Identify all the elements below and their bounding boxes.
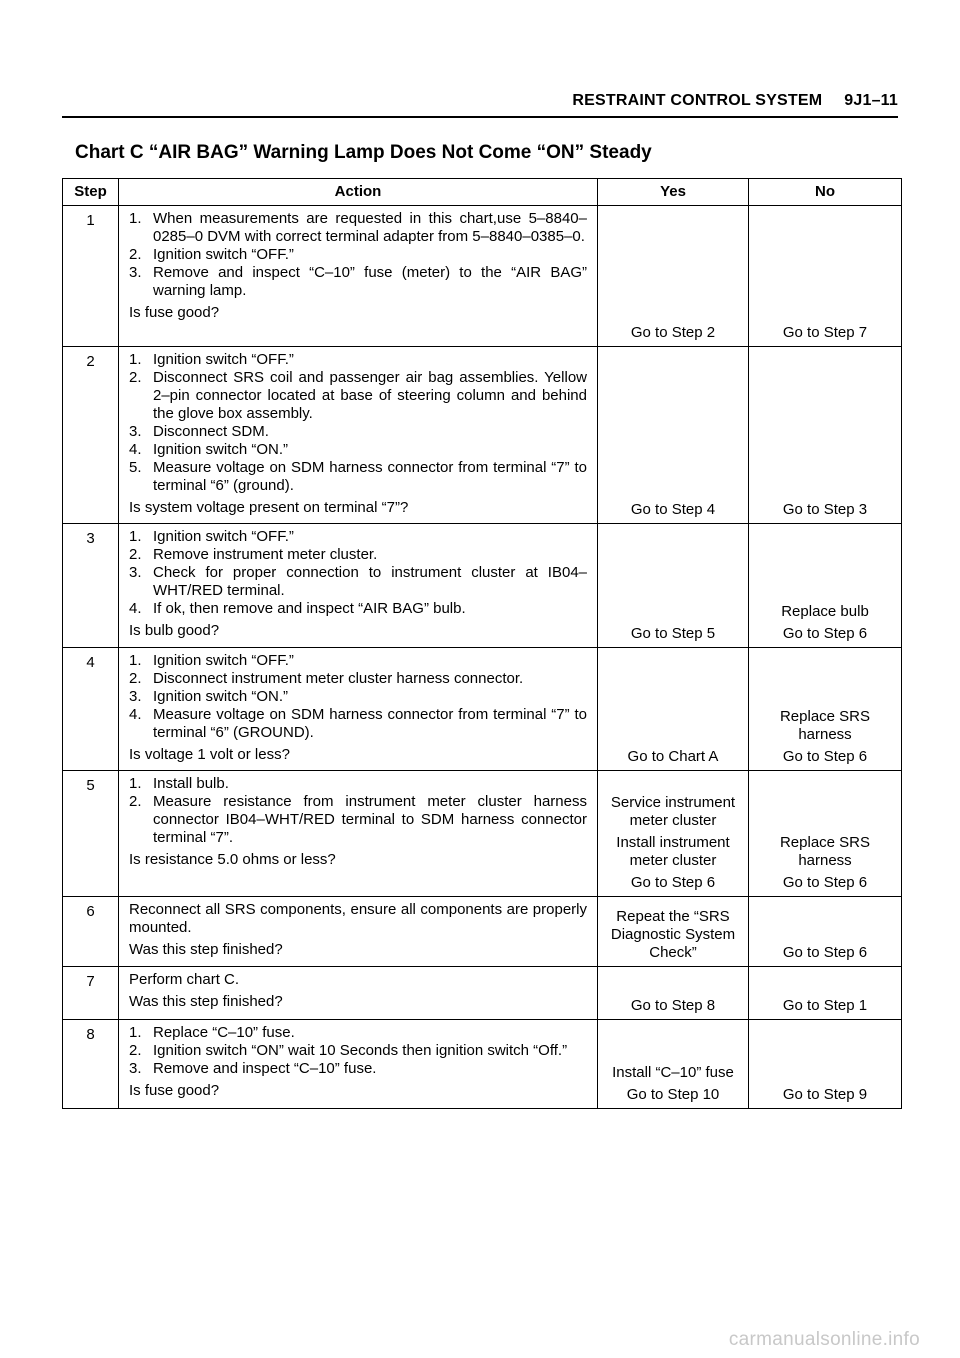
action-item-number: 2. — [129, 246, 142, 263]
action-item — [129, 369, 587, 423]
step-number: 1 — [63, 206, 119, 347]
no-cell — [749, 648, 902, 771]
no-outcome-text: Replace SRS harness — [779, 708, 871, 743]
yes-cell — [598, 897, 749, 967]
yes-outcome-text: Go to Step 2 — [630, 324, 716, 341]
action-item-text: Install bulb. — [153, 775, 229, 792]
yes-outcome-text: Go to Step 10 — [626, 1086, 720, 1103]
step-number: 3 — [63, 524, 119, 648]
table-row — [63, 1020, 902, 1109]
action-item-number: 5. — [129, 459, 142, 476]
table-row — [63, 648, 902, 771]
action-cell — [119, 347, 598, 524]
action-item-number: 2. — [129, 670, 142, 687]
action-item-number: 1. — [129, 210, 142, 227]
step-number: 8 — [63, 1020, 119, 1109]
action-item-text: Ignition switch “OFF.” — [153, 246, 294, 263]
col-header-yes: Yes — [598, 179, 749, 206]
action-item-text: Ignition switch “OFF.” — [153, 528, 294, 545]
action-item — [129, 1024, 587, 1042]
chart-title: Chart C “AIR BAG” Warning Lamp Does Not Come “ON” Steady — [75, 142, 652, 163]
action-item-text: If ok, then remove and inspect “AIR BAG” bulb. — [153, 600, 466, 617]
yes-outcome-text: Go to Step 8 — [630, 997, 716, 1014]
action-item-text: Check for proper connection to instrument cluster at IB04–WHT/RED terminal. — [153, 564, 587, 599]
yes-cell — [598, 347, 749, 524]
action-item-number: 1. — [129, 652, 142, 669]
action-item-number: 1. — [129, 775, 142, 792]
action-item-number: 3. — [129, 564, 142, 581]
watermark: carmanualsonline.info — [728, 1329, 920, 1350]
no-outcome-text: Go to Step 7 — [782, 324, 868, 341]
action-item-number: 3. — [129, 688, 142, 705]
action-item — [129, 210, 587, 246]
action-item-text: Ignition switch “ON.” — [153, 441, 289, 458]
action-list — [129, 528, 587, 618]
header-rule — [62, 116, 898, 118]
action-item — [129, 546, 587, 564]
no-outcome-text: Replace bulb — [781, 603, 869, 620]
action-cell — [119, 897, 598, 967]
action-list — [129, 775, 587, 847]
action-item-number: 2. — [129, 546, 142, 563]
action-item-number: 3. — [129, 1060, 142, 1077]
action-question: Is resistance 5.0 ohms or less? — [129, 851, 336, 868]
no-outcome-text: Go to Step 9 — [782, 1086, 868, 1103]
yes-cell — [598, 771, 749, 897]
no-outcome-text: Replace SRS harness — [779, 834, 871, 869]
action-cell — [119, 1020, 598, 1109]
action-item-number: 3. — [129, 264, 142, 281]
action-item — [129, 528, 587, 546]
action-item-number: 4. — [129, 706, 142, 723]
no-cell — [749, 524, 902, 648]
action-list — [129, 652, 587, 742]
action-item — [129, 706, 587, 742]
action-question: Is fuse good? — [129, 1082, 220, 1099]
section-title: RESTRAINT CONTROL SYSTEM — [572, 92, 823, 109]
action-item-text: When measurements are requested in this chart,use 5–8840–0285–0 DVM with correct terminal adapter from 5–8840–0385–0. — [153, 210, 587, 245]
no-cell — [749, 897, 902, 967]
step-number: 5 — [63, 771, 119, 897]
action-item-text: Measure voltage on SDM harness connector from terminal “7” to terminal “6” (GROUND). — [153, 706, 587, 741]
action-cell — [119, 524, 598, 648]
table-row — [63, 347, 902, 524]
yes-cell — [598, 1020, 749, 1109]
action-cell — [119, 967, 598, 1020]
action-item-text: Ignition switch “ON” wait 10 Seconds then ignition switch “Off.” — [153, 1042, 568, 1059]
table-row — [63, 771, 902, 897]
action-question: Was this step finished? — [129, 941, 283, 958]
action-item-text: Disconnect SDM. — [153, 423, 269, 440]
no-outcome-text: Go to Step 6 — [782, 874, 868, 891]
action-item — [129, 459, 587, 495]
action-item-text: Remove and inspect “C–10” fuse. — [153, 1060, 377, 1077]
action-item — [129, 600, 587, 618]
yes-outcome-text: Go to Chart A — [627, 748, 719, 765]
step-number: 6 — [63, 897, 119, 967]
action-question: Is system voltage present on terminal “7”? — [129, 499, 409, 516]
action-item-text: Disconnect SRS coil and passenger air bag assemblies. Yellow 2–pin connector located at base of steering column and behind the glove box assembly. — [153, 369, 587, 422]
action-item-number: 2. — [129, 793, 142, 810]
table-row — [63, 967, 902, 1020]
action-item-number: 2. — [129, 369, 142, 386]
action-item-text: Remove and inspect “C–10” fuse (meter) to the “AIR BAG” warning lamp. — [153, 264, 587, 299]
action-question: Is fuse good? — [129, 304, 220, 321]
action-item-number: 4. — [129, 600, 142, 617]
table-row — [63, 524, 902, 648]
no-cell — [749, 967, 902, 1020]
action-list — [129, 1024, 587, 1078]
action-item — [129, 775, 587, 793]
yes-outcome-text: Repeat the “SRS Diagnostic System Check” — [610, 908, 736, 961]
yes-outcome-text: Go to Step 6 — [630, 874, 716, 891]
yes-outcome-text: Service instrument meter cluster — [610, 794, 736, 829]
action-item — [129, 246, 587, 264]
action-item-text: Remove instrument meter cluster. — [153, 546, 378, 563]
no-outcome-text: Go to Step 1 — [782, 997, 868, 1014]
no-outcome-text: Go to Step 3 — [782, 501, 868, 518]
action-list — [129, 210, 587, 300]
yes-outcome-text: Install instrument meter cluster — [616, 834, 730, 869]
action-item — [129, 564, 587, 600]
action-item — [129, 652, 587, 670]
action-question: Is bulb good? — [129, 622, 220, 639]
action-item-text: Ignition switch “ON.” — [153, 688, 289, 705]
action-item-number: 1. — [129, 1024, 142, 1041]
table-row — [63, 206, 902, 347]
col-header-no: No — [749, 179, 902, 206]
diagnostic-table — [62, 178, 902, 1109]
table-body — [63, 206, 902, 1109]
yes-outcome-text: Go to Step 4 — [630, 501, 716, 518]
table-row — [63, 897, 902, 967]
action-item-text: Measure resistance from instrument meter cluster harness connector IB04–WHT/RED terminal to SDM harness connector terminal “7”. — [153, 793, 587, 846]
page-number: 9J1–11 — [844, 92, 898, 109]
page-header — [62, 92, 898, 110]
no-outcome-text: Go to Step 6 — [782, 944, 868, 961]
action-item-number: 1. — [129, 351, 142, 368]
action-item-text: Ignition switch “OFF.” — [153, 652, 294, 669]
action-item — [129, 351, 587, 369]
action-item-number: 4. — [129, 441, 142, 458]
action-text: Perform chart C. — [129, 971, 240, 988]
action-text: Reconnect all SRS components, ensure all components are properly mounted. — [129, 901, 587, 936]
action-list — [129, 351, 587, 495]
action-item — [129, 1042, 587, 1060]
action-item — [129, 423, 587, 441]
action-item — [129, 441, 587, 459]
col-header-action: Action — [119, 179, 598, 206]
action-question: Was this step finished? — [129, 993, 283, 1010]
action-item — [129, 793, 587, 847]
action-item — [129, 1060, 587, 1078]
action-item — [129, 688, 587, 706]
no-outcome-text: Go to Step 6 — [782, 748, 868, 765]
action-item-number: 2. — [129, 1042, 142, 1059]
yes-cell — [598, 524, 749, 648]
action-cell — [119, 648, 598, 771]
action-item-text: Disconnect instrument meter cluster harness connector. — [153, 670, 524, 687]
action-item-number: 1. — [129, 528, 142, 545]
yes-cell — [598, 967, 749, 1020]
yes-cell — [598, 648, 749, 771]
step-number: 7 — [63, 967, 119, 1020]
action-item — [129, 264, 587, 300]
yes-outcome-text: Go to Step 5 — [630, 625, 716, 642]
table-header-row — [63, 179, 902, 206]
no-outcome-text: Go to Step 6 — [782, 625, 868, 642]
no-cell — [749, 1020, 902, 1109]
action-cell — [119, 206, 598, 347]
action-item-text: Replace “C–10” fuse. — [153, 1024, 295, 1041]
step-number: 2 — [63, 347, 119, 524]
action-item — [129, 670, 587, 688]
step-number: 4 — [63, 648, 119, 771]
action-item-number: 3. — [129, 423, 142, 440]
action-question: Is voltage 1 volt or less? — [129, 746, 290, 763]
col-header-step: Step — [63, 179, 119, 206]
yes-outcome-text: Install “C–10” fuse — [612, 1064, 734, 1081]
action-item-text: Measure voltage on SDM harness connector from terminal “7” to terminal “6” (ground). — [153, 459, 587, 494]
action-item-text: Ignition switch “OFF.” — [153, 351, 294, 368]
no-cell — [749, 206, 902, 347]
yes-cell — [598, 206, 749, 347]
no-cell — [749, 771, 902, 897]
action-cell — [119, 771, 598, 897]
no-cell — [749, 347, 902, 524]
